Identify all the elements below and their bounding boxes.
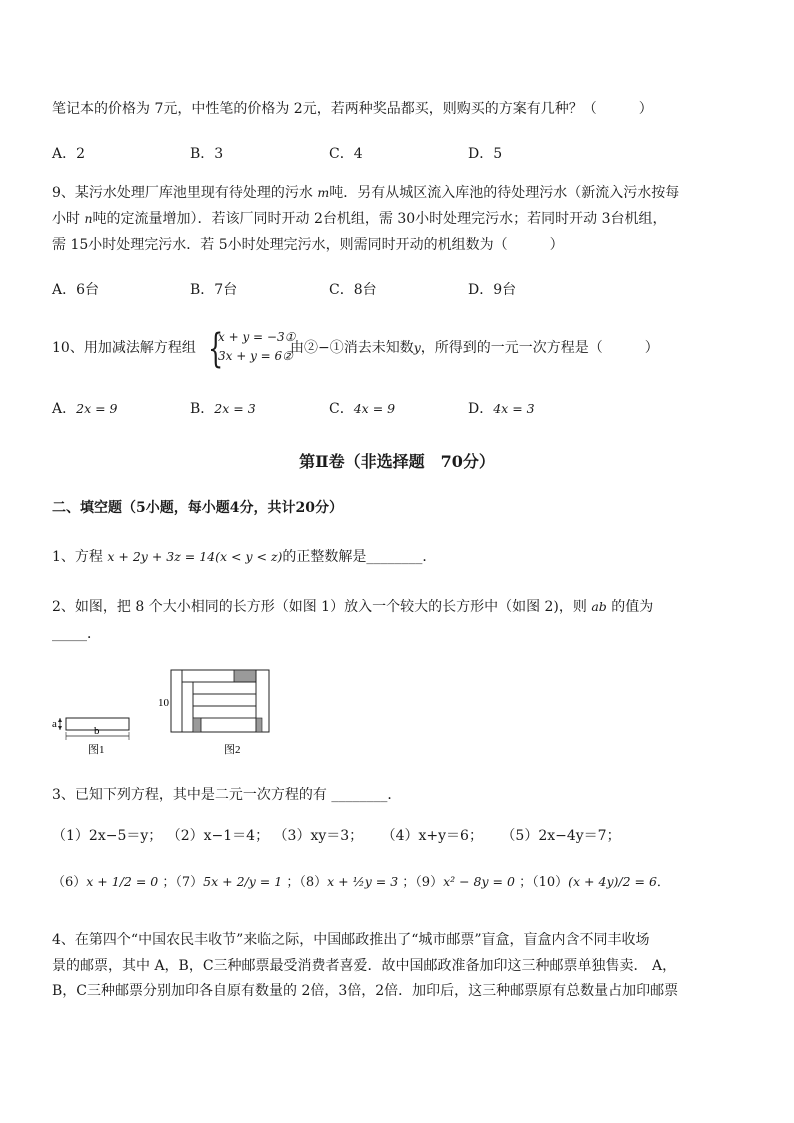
q10-equation-system (208, 326, 296, 372)
fill-q3-stem: 3、已知下列方程，其中是二元一次方程的有 ________． (52, 787, 402, 803)
fill-q4-line-1: 4、在第四个“中国农民丰收节”来临之际，中国邮政推出了“城市邮票”盲盒，盲盒内含不同丰收场 (52, 932, 650, 948)
fill-q1: 1、方程 x + 2y + 3z = 14(x < y < z)的正整数解是________． (52, 549, 437, 565)
eq-6: x + 1/2 = 0 (86, 874, 159, 889)
fill-q3-row-1 (52, 826, 621, 846)
fig1-b-label: b (94, 725, 100, 737)
eq-7: 5x + 2/y = 1 (203, 874, 283, 889)
q9-option-b: B．7台 (190, 282, 238, 298)
fill-q4-line-2: 景的邮票，其中 A，B，C三种邮票最受消费者喜爱．故中国邮政准备加印这三种邮票单独售卖． A， (52, 958, 677, 974)
eq-4: （4）x+y＝6； (381, 828, 483, 844)
q10-eq2: 3x + y = 6② (218, 349, 293, 363)
eq-3: （3）xy＝3； (273, 828, 364, 844)
fill-section-heading: 二、填空题（5小题，每小题4分，共计20分） (52, 500, 343, 516)
eq-1: （1）2x−5＝y； (52, 828, 163, 844)
q9-option-d: D．9台 (468, 282, 517, 298)
q9-line-1: 9、某污水处理厂库池里现有待处理的污水 m吨．另有从城区流入库池的待处理污水（新流入污水按每 (52, 185, 680, 201)
q10-option-c: C．4x = 9 (329, 401, 396, 417)
fill-q2-line-2: _____． (52, 626, 101, 642)
fig2-height-label: 10 (158, 697, 169, 709)
figure-2 (158, 670, 269, 756)
eq-9: x² − 8y = 0 (443, 874, 515, 889)
q8-continuation: 笔记本的价格为 7元，中性笔的价格为 2元，若两种奖品都买，则购买的方案有几种？（ ） (52, 101, 653, 117)
fill-q3-row-2: （6）x + 1/2 = 0 ；（7）5x + 2/y = 1 ；（8）x + ½y = 3 ；（9）x² − 8y = 0 ；（10）(x + 4y)/2 = 6． (52, 874, 670, 890)
part-2-title: 第Ⅱ卷（非选择题 70分） (299, 452, 495, 471)
q10-tail: 由②−①消去未知数y，所得到的一元一次方程是（ ） (290, 340, 659, 356)
fig1-caption: 图1 (88, 744, 105, 756)
q8-option-c: C．4 (329, 146, 363, 162)
eq-8: x + ½y = 3 (327, 874, 399, 889)
fig2-caption: 图2 (224, 744, 241, 756)
q8-option-a: A．2 (52, 146, 86, 162)
q9-option-c: C．8台 (329, 282, 377, 298)
fig1-a-label: a (52, 718, 57, 730)
figure-1 (52, 718, 129, 756)
eq-5: （5）2x−4y＝7； (501, 828, 621, 844)
q10-option-d: D．4x = 3 (468, 401, 535, 417)
q10-prefix: 10、用加减法解方程组 (52, 340, 196, 356)
q8-option-b: B．3 (190, 146, 224, 162)
rectangle-figures (48, 662, 288, 762)
q10-options (52, 398, 752, 418)
q9-options (52, 279, 752, 299)
q10-option-b: B．2x = 3 (190, 401, 256, 417)
fill-q2-line-1: 2、如图，把 8 个大小相同的长方形（如图 1）放入一个较大的长方形中（如图 2)，则 ab 的值为 (52, 599, 654, 615)
q9-line-3: 需 15小时处理完污水．若 5小时处理完污水，则需同时开动的机组数为（ ） (52, 237, 564, 253)
q8-option-d: D．5 (468, 146, 503, 162)
q10-eq1: x + y = −3① (218, 330, 296, 344)
q8-options (52, 143, 752, 163)
eq-2: （2）x−1＝4； (166, 828, 270, 844)
eq-10: (x + 4y)/2 = 6 (568, 874, 657, 889)
q9-option-a: A．6台 (52, 282, 100, 298)
brace-icon: { (208, 326, 224, 372)
q9-line-2: 小时 n吨的定流量增加）．若该厂同时开动 2台机组，需 30小时处理完污水；若同时开动 3台机组， (52, 211, 667, 227)
fill-q4-line-3: B，C三种邮票分别加印各自原有数量的 2倍，3倍，2倍．加印后，这三种邮票原有总数量占加印邮票 (52, 983, 679, 999)
q10-option-a: A．2x = 9 (52, 401, 118, 417)
